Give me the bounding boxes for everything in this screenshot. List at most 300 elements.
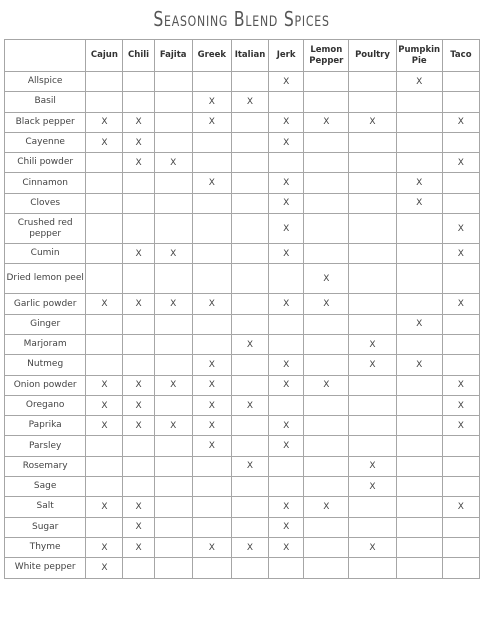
table-row (5, 355, 480, 375)
blend-mark-cell (269, 314, 304, 334)
blend-mark-cell (396, 375, 442, 395)
blend-mark-cell: X (269, 294, 304, 314)
blend-mark-cell (304, 173, 349, 193)
blend-mark-cell (349, 294, 396, 314)
blend-mark-cell: X (123, 375, 154, 395)
column-header: Poultry (349, 40, 396, 72)
blend-mark-cell (349, 264, 396, 294)
blend-mark-cell (349, 132, 396, 152)
blend-mark-cell: X (86, 112, 123, 132)
blend-mark-cell (123, 314, 154, 334)
table-row (5, 497, 480, 517)
blend-mark-cell (154, 355, 192, 375)
spice-name-cell: Nutmeg (5, 355, 86, 375)
blend-mark-cell (304, 395, 349, 415)
blend-mark-cell: X (192, 173, 231, 193)
blend-mark-cell: X (86, 375, 123, 395)
blend-mark-cell (349, 558, 396, 578)
blend-mark-cell: X (123, 294, 154, 314)
blend-mark-cell (154, 132, 192, 152)
blend-mark-cell (442, 477, 479, 497)
blend-mark-cell (396, 537, 442, 557)
blend-mark-cell: X (349, 355, 396, 375)
blend-mark-cell: X (154, 153, 192, 173)
blend-mark-cell (304, 355, 349, 375)
spice-name-cell: Thyme (5, 537, 86, 557)
blend-mark-cell (304, 416, 349, 436)
blend-mark-cell (396, 477, 442, 497)
blend-mark-cell (192, 132, 231, 152)
blend-mark-cell (349, 193, 396, 213)
blend-mark-cell (349, 173, 396, 193)
blend-mark-cell (86, 72, 123, 92)
blend-mark-cell: X (154, 416, 192, 436)
blend-mark-cell (304, 314, 349, 334)
column-header: Pumpkin Pie (396, 40, 442, 72)
spice-name-cell: Cumin (5, 244, 86, 264)
table-row (5, 294, 480, 314)
spice-name-cell: Garlic powder (5, 294, 86, 314)
blend-mark-cell (396, 416, 442, 436)
blend-mark-cell (192, 558, 231, 578)
blend-mark-cell: X (269, 416, 304, 436)
blend-mark-cell (154, 92, 192, 112)
column-header: Greek (192, 40, 231, 72)
blend-mark-cell (349, 497, 396, 517)
spice-name-cell: Crushed red pepper (5, 214, 86, 244)
blend-mark-cell (123, 477, 154, 497)
blend-mark-cell: X (304, 294, 349, 314)
blend-mark-cell (269, 153, 304, 173)
blend-mark-cell: X (349, 334, 396, 354)
blend-mark-cell (86, 314, 123, 334)
blend-mark-cell (442, 193, 479, 213)
blend-mark-cell (231, 314, 268, 334)
blend-mark-cell: X (123, 112, 154, 132)
blend-mark-cell (123, 92, 154, 112)
spice-name-cell: Paprika (5, 416, 86, 436)
blend-mark-cell: X (123, 244, 154, 264)
table-row (5, 173, 480, 193)
blend-mark-cell (154, 193, 192, 213)
blend-mark-cell (231, 112, 268, 132)
table-row (5, 193, 480, 213)
blend-mark-cell (349, 244, 396, 264)
blend-mark-cell (396, 92, 442, 112)
spice-name-cell: Cinnamon (5, 173, 86, 193)
blend-mark-cell (396, 214, 442, 244)
blend-mark-cell (349, 214, 396, 244)
blend-mark-cell (231, 264, 268, 294)
blend-mark-cell (396, 436, 442, 456)
blend-mark-cell (154, 314, 192, 334)
blend-mark-cell (269, 558, 304, 578)
column-header: Italian (231, 40, 268, 72)
blend-mark-cell (231, 517, 268, 537)
blend-mark-cell (349, 395, 396, 415)
blend-mark-cell (396, 112, 442, 132)
blend-mark-cell: X (304, 112, 349, 132)
blend-mark-cell (123, 72, 154, 92)
blend-mark-cell (442, 92, 479, 112)
spice-name-cell: Oregano (5, 395, 86, 415)
blend-mark-cell: X (269, 132, 304, 152)
blend-mark-cell (304, 193, 349, 213)
blend-mark-cell (86, 92, 123, 112)
blend-mark-cell: X (304, 497, 349, 517)
corner-cell (5, 40, 86, 72)
blend-mark-cell (442, 314, 479, 334)
blend-mark-cell: X (192, 112, 231, 132)
blend-mark-cell (349, 153, 396, 173)
blend-mark-cell (154, 214, 192, 244)
blend-mark-cell (442, 72, 479, 92)
blend-mark-cell (86, 334, 123, 354)
blend-mark-cell (442, 456, 479, 476)
blend-mark-cell (231, 294, 268, 314)
blend-mark-cell (154, 173, 192, 193)
blend-mark-cell (154, 558, 192, 578)
blend-mark-cell (269, 456, 304, 476)
spice-name-cell: Sage (5, 477, 86, 497)
blend-mark-cell (86, 456, 123, 476)
blend-mark-cell (442, 517, 479, 537)
blend-mark-cell (442, 436, 479, 456)
blend-mark-cell: X (86, 395, 123, 415)
spice-name-cell: Chili powder (5, 153, 86, 173)
blend-mark-cell: X (269, 537, 304, 557)
table-row (5, 132, 480, 152)
blend-mark-cell (86, 436, 123, 456)
spice-name-cell: Salt (5, 497, 86, 517)
blend-mark-cell (396, 244, 442, 264)
blend-mark-cell (304, 92, 349, 112)
blend-mark-cell (231, 436, 268, 456)
blend-mark-cell: X (396, 193, 442, 213)
blend-mark-cell (349, 314, 396, 334)
blend-mark-cell (396, 294, 442, 314)
blend-mark-cell (349, 416, 396, 436)
blend-mark-cell (192, 244, 231, 264)
blend-mark-cell (154, 456, 192, 476)
blend-mark-cell (349, 436, 396, 456)
spice-name-cell: Marjoram (5, 334, 86, 354)
blend-mark-cell: X (442, 416, 479, 436)
blend-mark-cell (154, 334, 192, 354)
blend-mark-cell (269, 92, 304, 112)
blend-mark-cell (154, 537, 192, 557)
blend-mark-cell (231, 153, 268, 173)
blend-mark-cell: X (442, 244, 479, 264)
blend-mark-cell (396, 153, 442, 173)
table-row (5, 436, 480, 456)
blend-mark-cell: X (304, 264, 349, 294)
table-row (5, 558, 480, 578)
blend-mark-cell (123, 173, 154, 193)
blend-mark-cell: X (192, 355, 231, 375)
table-row (5, 334, 480, 354)
blend-mark-cell (231, 375, 268, 395)
blend-mark-cell (396, 497, 442, 517)
blend-mark-cell (86, 355, 123, 375)
blend-mark-cell (192, 314, 231, 334)
blend-mark-cell (123, 436, 154, 456)
blend-mark-cell: X (86, 416, 123, 436)
blend-mark-cell (304, 214, 349, 244)
spice-name-cell: Basil (5, 92, 86, 112)
blend-mark-cell: X (269, 517, 304, 537)
blend-mark-cell (123, 193, 154, 213)
blend-mark-cell: X (442, 375, 479, 395)
blend-mark-cell (304, 244, 349, 264)
blend-mark-cell: X (269, 375, 304, 395)
spice-name-cell: Dried lemon peel (5, 264, 86, 294)
table-row (5, 416, 480, 436)
blend-mark-cell (192, 477, 231, 497)
blend-mark-cell (86, 173, 123, 193)
table-row (5, 244, 480, 264)
table-row (5, 264, 480, 294)
blend-mark-cell: X (192, 375, 231, 395)
blend-mark-cell: X (86, 537, 123, 557)
blend-mark-cell (154, 477, 192, 497)
table-row (5, 153, 480, 173)
table-row (5, 92, 480, 112)
blend-mark-cell: X (154, 294, 192, 314)
blend-mark-cell (304, 153, 349, 173)
blend-mark-cell (86, 264, 123, 294)
blend-mark-cell (442, 537, 479, 557)
blend-mark-cell: X (192, 395, 231, 415)
blend-mark-cell (154, 112, 192, 132)
blend-mark-cell (231, 193, 268, 213)
blend-mark-cell: X (442, 294, 479, 314)
blend-mark-cell (192, 214, 231, 244)
blend-mark-cell (86, 214, 123, 244)
blend-mark-cell (349, 72, 396, 92)
blend-mark-cell: X (231, 334, 268, 354)
blend-mark-cell: X (269, 355, 304, 375)
blend-mark-cell (442, 132, 479, 152)
blend-mark-cell (269, 334, 304, 354)
column-header: Cajun (86, 40, 123, 72)
blend-mark-cell: X (123, 395, 154, 415)
blend-mark-cell (231, 497, 268, 517)
column-header: Taco (442, 40, 479, 72)
blend-mark-cell: X (231, 92, 268, 112)
blend-mark-cell (86, 193, 123, 213)
spice-name-cell: Parsley (5, 436, 86, 456)
blend-mark-cell (396, 264, 442, 294)
table-row (5, 112, 480, 132)
blend-mark-cell (349, 517, 396, 537)
blend-mark-cell: X (123, 416, 154, 436)
blend-mark-cell (304, 477, 349, 497)
blend-mark-cell (396, 517, 442, 537)
blend-mark-cell (304, 334, 349, 354)
blend-mark-cell: X (123, 153, 154, 173)
blend-mark-cell (231, 558, 268, 578)
blend-mark-cell: X (304, 375, 349, 395)
blend-mark-cell (192, 72, 231, 92)
blend-mark-cell: X (192, 537, 231, 557)
blend-mark-cell (231, 72, 268, 92)
blend-mark-cell (442, 334, 479, 354)
blend-mark-cell (231, 132, 268, 152)
blend-mark-cell (192, 334, 231, 354)
blend-mark-cell (123, 355, 154, 375)
blend-mark-cell (396, 132, 442, 152)
table-row (5, 314, 480, 334)
blend-mark-cell (192, 517, 231, 537)
blend-mark-cell (86, 517, 123, 537)
spice-name-cell: Sugar (5, 517, 86, 537)
blend-mark-cell (442, 558, 479, 578)
blend-mark-cell (304, 436, 349, 456)
blend-mark-cell (123, 264, 154, 294)
table-row (5, 537, 480, 557)
blend-mark-cell: X (396, 314, 442, 334)
blend-mark-cell (154, 517, 192, 537)
table-body (5, 72, 480, 579)
blend-mark-cell (154, 72, 192, 92)
blend-mark-cell: X (396, 173, 442, 193)
blend-mark-cell (269, 264, 304, 294)
blend-mark-cell: X (442, 497, 479, 517)
table-row (5, 477, 480, 497)
blend-mark-cell (192, 497, 231, 517)
spice-name-cell: Cloves (5, 193, 86, 213)
blend-mark-cell: X (349, 537, 396, 557)
blend-mark-cell: X (396, 72, 442, 92)
blend-mark-cell (123, 334, 154, 354)
blend-mark-cell (304, 456, 349, 476)
blend-mark-cell (442, 264, 479, 294)
blend-mark-cell (231, 355, 268, 375)
blend-mark-cell (396, 558, 442, 578)
spice-name-cell: Cayenne (5, 132, 86, 152)
blend-mark-cell: X (349, 477, 396, 497)
spice-name-cell: Black pepper (5, 112, 86, 132)
blend-mark-cell (442, 355, 479, 375)
blend-mark-cell: X (192, 436, 231, 456)
blend-mark-cell (192, 193, 231, 213)
column-header: Jerk (269, 40, 304, 72)
spice-name-cell: Rosemary (5, 456, 86, 476)
blend-mark-cell: X (123, 517, 154, 537)
blend-mark-cell: X (192, 92, 231, 112)
blend-mark-cell: X (442, 395, 479, 415)
blend-mark-cell: X (442, 214, 479, 244)
table-row (5, 456, 480, 476)
blend-mark-cell: X (442, 153, 479, 173)
blend-mark-cell (86, 244, 123, 264)
blend-mark-cell (396, 395, 442, 415)
blend-mark-cell (86, 477, 123, 497)
blend-mark-cell: X (154, 375, 192, 395)
blend-mark-cell: X (231, 395, 268, 415)
blend-mark-cell (86, 153, 123, 173)
blend-mark-cell: X (86, 132, 123, 152)
blend-mark-cell (304, 537, 349, 557)
table-row (5, 395, 480, 415)
blend-mark-cell: X (231, 456, 268, 476)
blend-mark-cell: X (86, 294, 123, 314)
blend-mark-cell: X (123, 497, 154, 517)
blend-mark-cell (442, 173, 479, 193)
blend-mark-cell: X (396, 355, 442, 375)
blend-mark-cell: X (349, 112, 396, 132)
blend-mark-cell (304, 132, 349, 152)
blend-mark-cell (123, 456, 154, 476)
spice-name-cell: White pepper (5, 558, 86, 578)
blend-mark-cell (231, 477, 268, 497)
blend-mark-cell (154, 264, 192, 294)
blend-mark-cell (304, 558, 349, 578)
blend-mark-cell: X (86, 558, 123, 578)
blend-mark-cell: X (192, 416, 231, 436)
blend-mark-cell: X (269, 214, 304, 244)
blend-mark-cell (192, 264, 231, 294)
blend-mark-cell (269, 395, 304, 415)
blend-mark-cell: X (231, 537, 268, 557)
blend-mark-cell: X (123, 132, 154, 152)
spice-blend-table (4, 39, 480, 579)
blend-mark-cell (231, 214, 268, 244)
blend-mark-cell (349, 92, 396, 112)
spice-name-cell: Onion powder (5, 375, 86, 395)
blend-mark-cell: X (269, 72, 304, 92)
blend-mark-cell: X (349, 456, 396, 476)
blend-mark-cell (304, 72, 349, 92)
blend-mark-cell: X (269, 173, 304, 193)
column-header: Lemon Pepper (304, 40, 349, 72)
table-row (5, 214, 480, 244)
header-row (5, 40, 480, 72)
blend-mark-cell (192, 456, 231, 476)
spice-name-cell: Ginger (5, 314, 86, 334)
table-row (5, 72, 480, 92)
blend-mark-cell (154, 497, 192, 517)
blend-mark-cell: X (86, 497, 123, 517)
blend-mark-cell (396, 456, 442, 476)
blend-mark-cell (349, 375, 396, 395)
spice-name-cell: Allspice (5, 72, 86, 92)
blend-mark-cell (231, 173, 268, 193)
blend-mark-cell: X (269, 497, 304, 517)
table-row (5, 375, 480, 395)
blend-mark-cell (304, 517, 349, 537)
blend-mark-cell (154, 436, 192, 456)
blend-mark-cell (123, 214, 154, 244)
blend-mark-cell (269, 477, 304, 497)
blend-mark-cell: X (269, 244, 304, 264)
blend-mark-cell: X (154, 244, 192, 264)
blend-mark-cell (396, 334, 442, 354)
blend-mark-cell (192, 153, 231, 173)
column-header: Chili (123, 40, 154, 72)
blend-mark-cell: X (442, 112, 479, 132)
blend-mark-cell (231, 244, 268, 264)
blend-mark-cell: X (269, 436, 304, 456)
page-title: Seasoning Blend Spices (153, 7, 330, 31)
blend-mark-cell (154, 395, 192, 415)
blend-mark-cell: X (269, 112, 304, 132)
blend-mark-cell: X (269, 193, 304, 213)
table-row (5, 517, 480, 537)
blend-mark-cell: X (192, 294, 231, 314)
blend-mark-cell: X (123, 537, 154, 557)
